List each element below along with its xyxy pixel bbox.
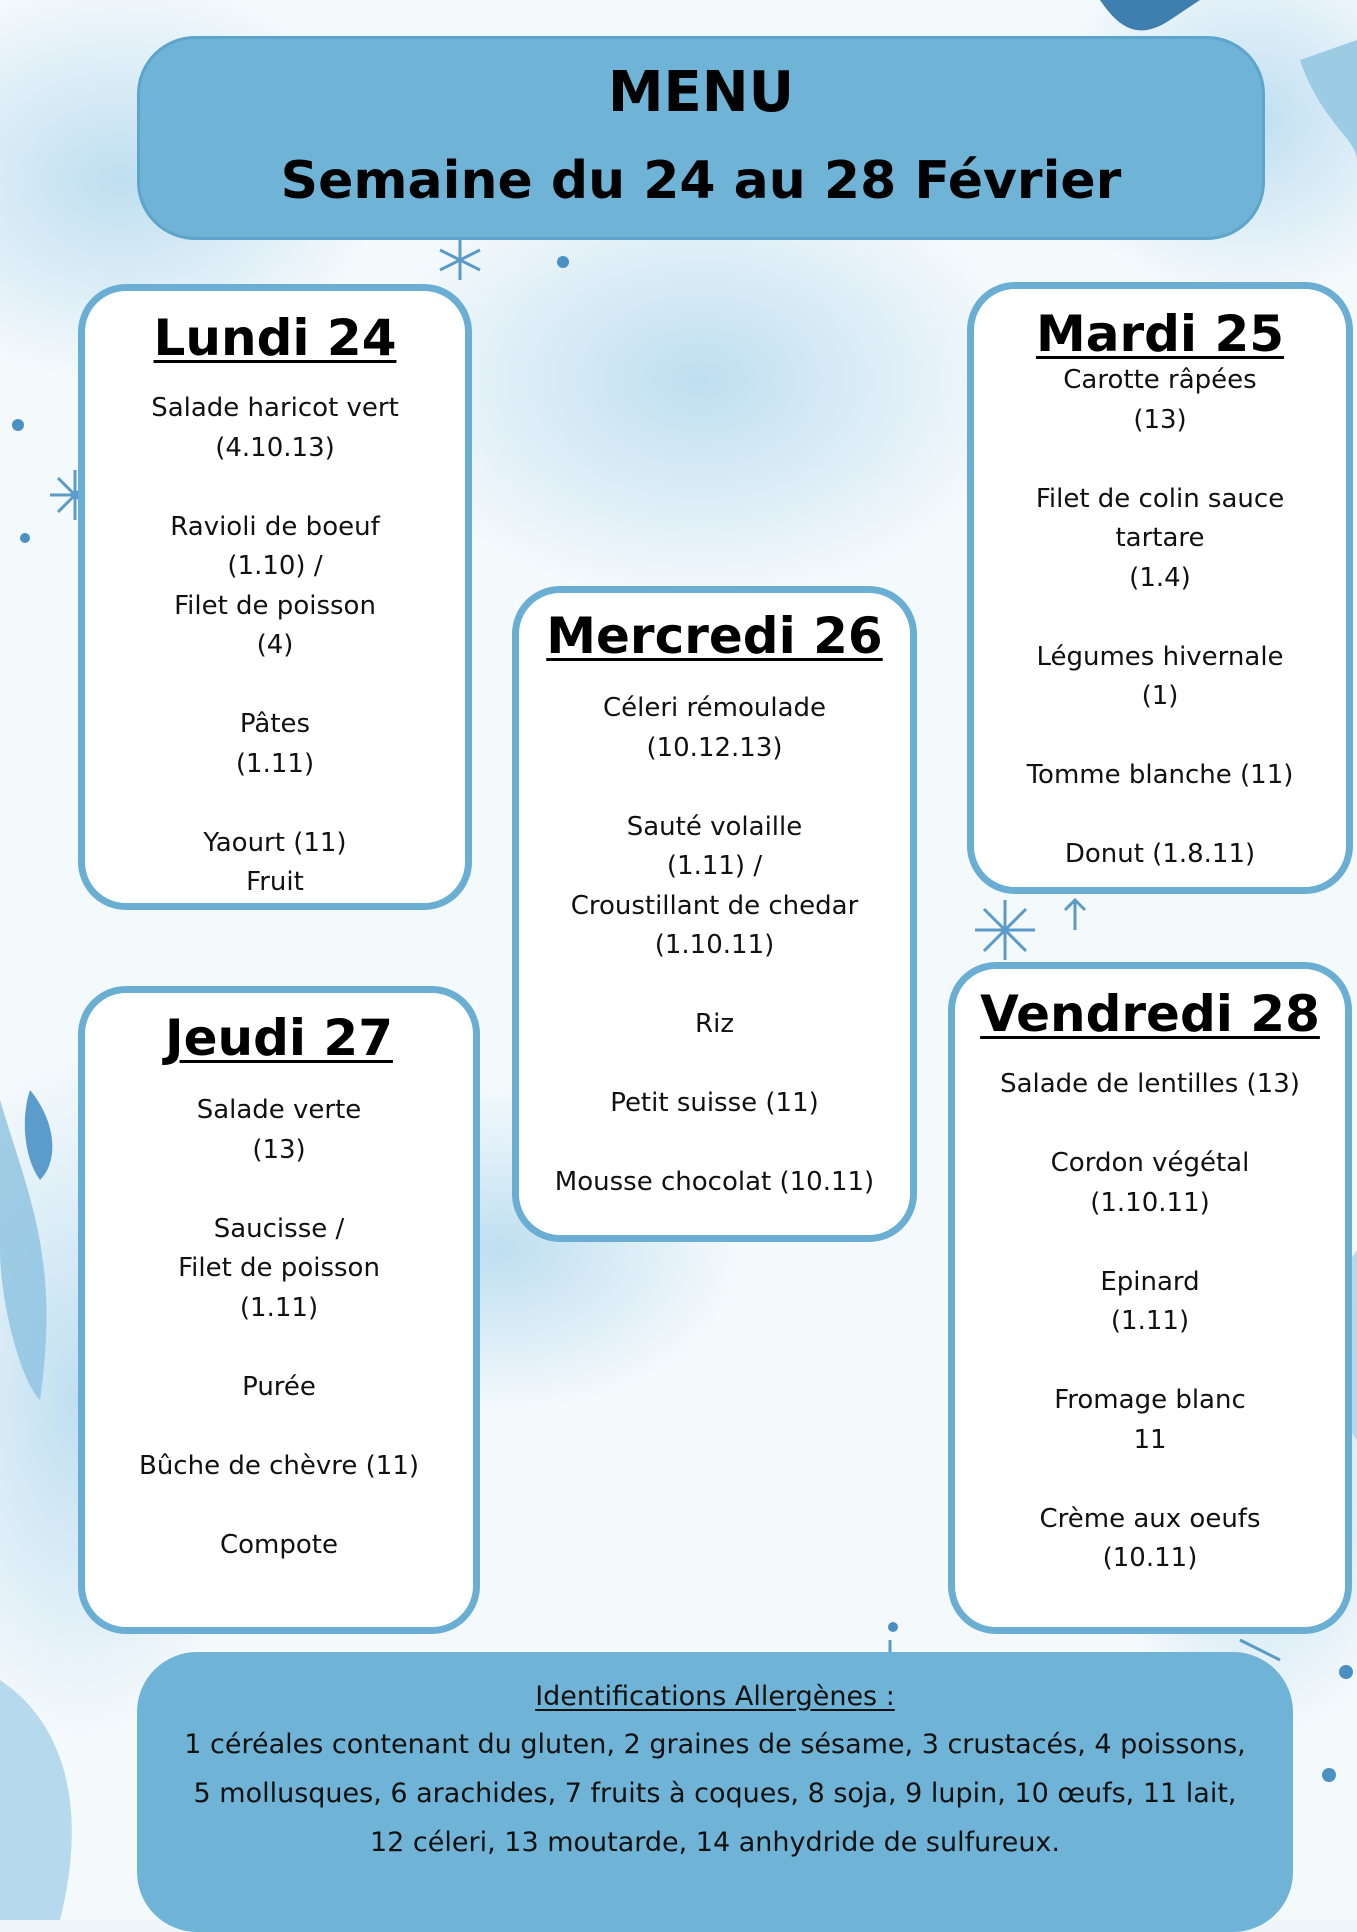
menu-item: Pâtes (1.11) (235, 709, 315, 779)
menu-title: MENU (607, 60, 795, 125)
day-title-mercredi: Mercredi 26 (546, 607, 883, 665)
menu-item: Saucisse / Filet de poisson (1.11) (178, 1213, 380, 1323)
menu-item: Tomme blanche (11) (1026, 760, 1294, 790)
menu-item: Carotte râpées (13) (1063, 365, 1257, 435)
day-title-lundi: Lundi 24 (153, 309, 397, 367)
menu-item: Fromage blanc 11 (1054, 1385, 1246, 1455)
menu-items-lundi (85, 389, 465, 903)
day-title-mardi: Mardi 25 (1035, 305, 1285, 363)
menu-item: Crème aux oeufs (10.11) (1039, 1503, 1261, 1573)
allergens-list: 1 céréales contenant du gluten, 2 graines de sésame, 3 crustacés, 4 poissons, 5 mollusques, 6 arachides, 7 fruits à coques, 8 soja, 9 lupin, 10 œufs, 11 lait, 12 céleri, 13 moutarde, 14 anhydride de sulfureux. (184, 1729, 1246, 1858)
menu-item: Salade verte (13) (196, 1095, 362, 1165)
menu-item: Légumes hivernale (1) (1036, 641, 1284, 711)
menu-item: Purée (242, 1371, 316, 1402)
menu-item: Ravioli de boeuf (1.10) / Filet de poisson (4) (170, 511, 380, 660)
day-card-lundi (78, 284, 472, 910)
menu-item: Céleri rémoulade (10.12.13) (602, 693, 827, 763)
menu-item: Filet de colin sauce tartare (1.4) (1035, 483, 1285, 593)
menu-item: Sauté volaille (1.11) / Croustillant de chedar (1.10.11) (570, 811, 859, 960)
day-title-vendredi: Vendredi 28 (980, 985, 1320, 1043)
allergens-title: Identifications Allergènes : (535, 1681, 895, 1712)
menu-item: Salade de lentilles (13) (1000, 1069, 1300, 1099)
menu-item: Compote (220, 1529, 338, 1560)
menu-item: Salade haricot vert (4.10.13) (151, 393, 399, 463)
day-title-jeudi: Jeudi 27 (164, 1009, 394, 1067)
menu-item: Donut (1.8.11) (1064, 839, 1256, 869)
menu-items-mercredi (519, 689, 910, 1203)
day-card-mercredi (512, 586, 917, 1242)
menu-item: Cordon végétal (1.10.11) (1050, 1148, 1250, 1218)
menu-item: Mousse chocolat (10.11) (554, 1167, 875, 1197)
menu-items-mardi (974, 361, 1346, 875)
menu-item: Yaourt (11) Fruit (203, 827, 347, 897)
menu-items-vendredi (955, 1065, 1345, 1579)
day-card-jeudi (78, 986, 480, 1634)
allergens-box (137, 1652, 1293, 1932)
menu-item: Epinard (1.11) (1100, 1266, 1200, 1336)
menu-header (137, 36, 1265, 240)
menu-items-jeudi (85, 1091, 473, 1565)
menu-item: Bûche de chèvre (11) (138, 1450, 420, 1481)
day-card-vendredi (948, 962, 1352, 1634)
day-card-mardi (967, 282, 1353, 894)
menu-item: Riz (695, 1009, 734, 1039)
week-subtitle: Semaine du 24 au 28 Février (280, 151, 1122, 211)
menu-item: Petit suisse (11) (610, 1088, 819, 1118)
